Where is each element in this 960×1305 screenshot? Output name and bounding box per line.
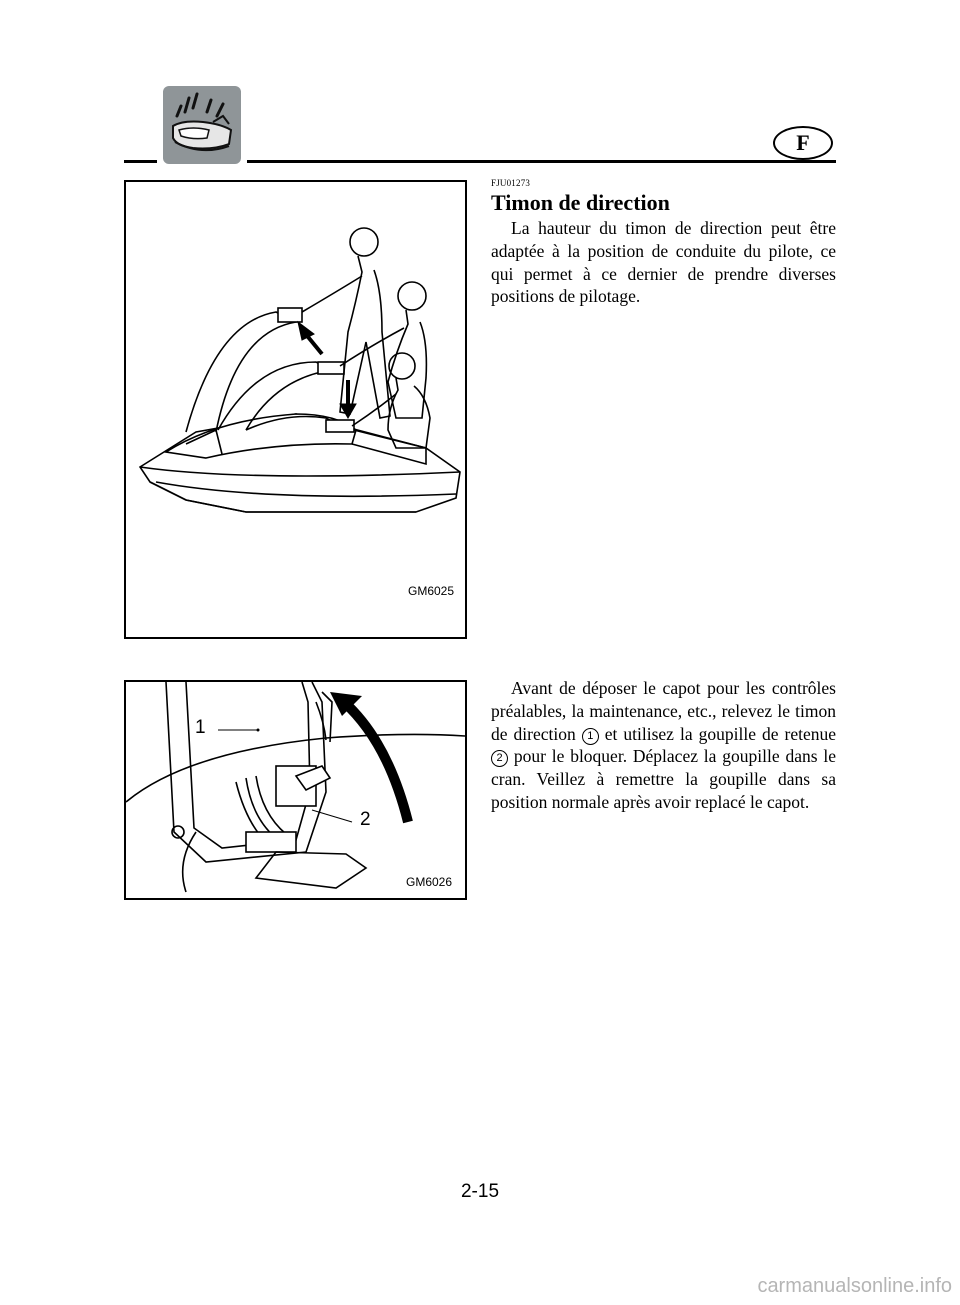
paragraph-retaining-pin xyxy=(491,677,836,814)
reference-code: FJU01273 xyxy=(491,178,531,188)
figure-code: GM6026 xyxy=(406,875,453,889)
figure-illustration xyxy=(126,682,465,898)
paragraph-text: Avant de déposer le capot pour les contrôles préalables, la maintenance, etc., relevez le timon de direction xyxy=(491,678,836,744)
callout-2-label: 2 xyxy=(360,809,371,830)
figure-handlepole-positions xyxy=(124,180,467,639)
header-rule-right xyxy=(247,160,836,163)
callout-2-marker: 2 xyxy=(491,750,508,767)
language-badge: F xyxy=(773,126,833,160)
paragraph-intro: La hauteur du timon de direction peut être adaptée à la position de conduite du pilote, ce qui permet à ce dernier de prendre diverses positions de pilotage. xyxy=(491,218,836,307)
page-number: 2-15 xyxy=(460,1181,500,1202)
header-rule-left xyxy=(124,160,157,163)
paragraph-text: et utilisez la goupille de retenue xyxy=(598,723,836,744)
watercraft-splash-icon xyxy=(163,86,241,164)
figure-code: GM6025 xyxy=(408,584,455,598)
figure-illustration xyxy=(126,182,465,637)
figure-retaining-pin xyxy=(124,680,467,900)
watermark: carmanualsonline.info xyxy=(757,1275,952,1297)
section-title: Timon de direction xyxy=(491,190,670,215)
paragraph-text: pour le bloquer. Déplacez la goupille dans le cran. Veillez à remettre la goupille dans sa position normale après avoir replacé le capot. xyxy=(491,746,836,812)
callout-1-label: 1 xyxy=(195,717,206,738)
callout-1-marker: 1 xyxy=(582,728,599,745)
